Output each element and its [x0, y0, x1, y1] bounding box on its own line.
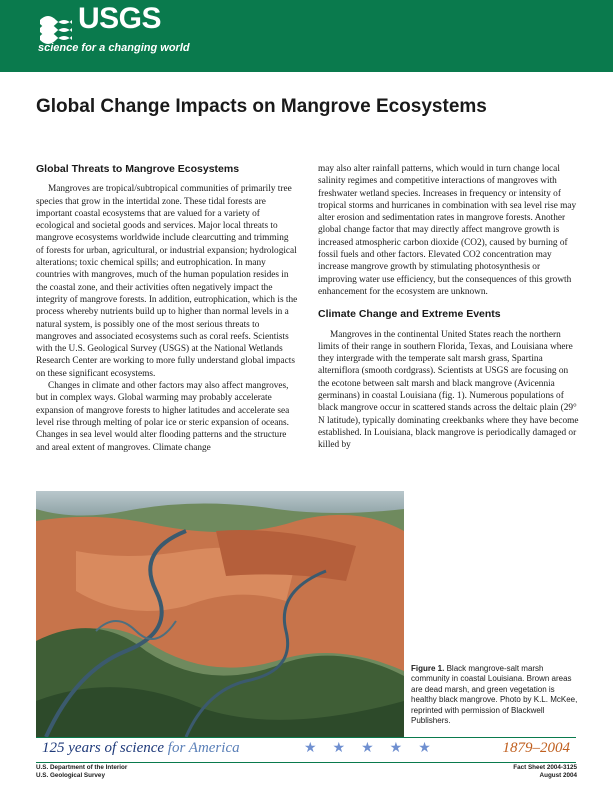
banner-years-text: 125 years of science — [42, 740, 165, 756]
logo-text: USGS — [78, 2, 162, 35]
section-heading-threats: Global Threats to Mangrove Ecosystems — [36, 163, 240, 175]
anniversary-banner — [36, 737, 576, 763]
figure-caption — [411, 664, 581, 726]
paragraph-threats-2: Changes in climate and other factors may also affect mangroves, but in complex ways. Global warming may probably accelerate expansion of mangrove forests to higher latitudes and accelerate sea level rise through melting of polar ice or steric expansion of oceans. Changes in sea level would alter flooding patterns and the structure and areal extent of mangroves. Climate change — [36, 381, 290, 453]
mangrove-photo — [36, 491, 404, 737]
header-band — [0, 0, 613, 72]
footer-factsheet: Fact Sheet 2004-3125 — [513, 764, 577, 771]
footer-department: U.S. Department of the Interior — [36, 764, 128, 771]
banner-stars: ★★★★★ — [304, 741, 447, 756]
page-title: Global Change Impacts on Mangrove Ecosystems — [36, 96, 487, 117]
paragraph-threats-continued: may also alter rainfall patterns, which would in turn change local salinity regimes and competitive interactions of mangroves with freshwater wetland species. Increases in frequency or intensity of tropical storms and hurricanes in combination with sea level rise may alter erosion and sedimentation rates in mangrove forests. Another global change factor that may directly affect mangrove growth is increased atmospheric carbon dioxide (CO2), caused by burning of fossil fuels and other factors. Elevated CO2 concentration may increase mangrove growth by stimulating photosynthesis or improving water use efficiency, but the consequences of this growth enhancement for the ecosystem are unknown. — [318, 164, 577, 297]
section-heading-climate: Climate Change and Extreme Events — [318, 308, 501, 321]
footer-survey: U.S. Geological Survey — [36, 772, 105, 779]
banner-dates: 1879–2004 — [502, 740, 570, 756]
banner-for-america: for America — [167, 740, 240, 756]
paragraph-threats-1: Mangroves are tropical/subtropical communities of primarily tree species that grow in the intertidal zone. These tidal forests are important coastal ecosystems that are valued for a variety of ecological and societal goods and services. Major local threats to mangrove ecosystems worldwide include clearcutting and trimming of forests for urban, agricultural, or industrial expansion; hydrological alterations; toxic chemical spills; and eutrophication. In many countries with mangroves, much of the human population resides in the coastal zone, and their activities often negatively impact the integrity of mangrove forests. In addition, eutrophication, which is the process whereby nutrients build up to higher than normal levels in a natural system, is possibly one of the most serious threats to mangroves and associated ecosystems such as coral reefs. Scientists with the U.S. Geological Survey (USGS) at the National Wetlands Research Center are working to more fully understand global impacts on these significant ecosystems. — [36, 184, 298, 379]
tagline: science for a changing world — [38, 42, 190, 54]
column-right — [318, 163, 580, 452]
banner-years — [42, 740, 240, 757]
footer-date: August 2004 — [539, 772, 577, 779]
figure-caption-text: Black mangrove-salt marsh community in coastal Louisiana. Brown areas are dead marsh, and green vegetation is healthy black mangrove. Photo by K.L. McKee, reprinted with permission of Blackwell Publishers. — [411, 664, 578, 726]
column-left — [36, 163, 298, 454]
figure-label: Figure 1. — [411, 664, 445, 673]
paragraph-climate-1: Mangroves in the continental United States reach the northern limits of their range in southern Florida, Texas, and Louisiana where they intergrade with the temperate salt marsh grass, Spartina alterniflora (smooth cordgrass). Scientists at USGS are focusing on the ecotone between salt marsh and black mangrove (Avicennia germinans) in coastal Louisiana (fig. 1). Numerous populations of black mangrove occur in scattered stands across the deltaic plain (29° N latitude), typically dominating creekbanks where they have become established. In Louisiana, black mangrove is periodically damaged or killed by — [318, 329, 579, 451]
footer-left — [36, 764, 127, 780]
footer-right — [513, 764, 577, 780]
